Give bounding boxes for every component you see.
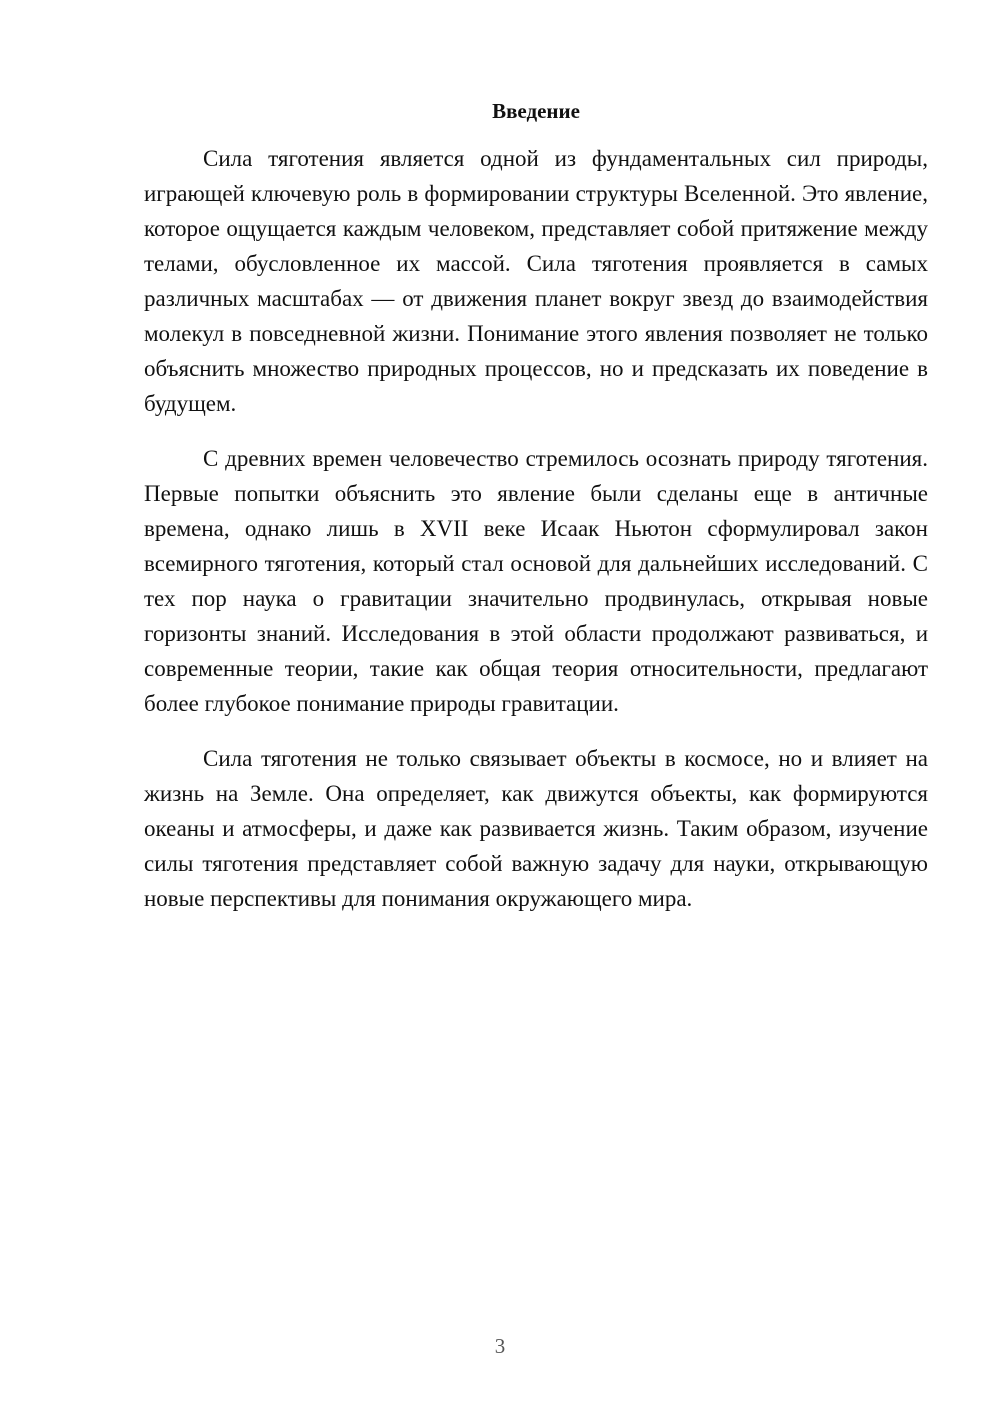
page-number: 3 [494, 1334, 506, 1358]
paragraph-1: Сила тяготения является одной из фундаментальных сил природы, играющей ключевую роль в формировании структуры Вселенной. Это явление, которое ощущается каждым человеком, представляет собой притяжение между телами, обусловленное их массой. Сила тяготения проявляется в самых различных масштабах — от движения планет вокруг звезд до взаимодействия молекул в повседневной жизни. Понимание этого явления позволяет не только объяснить множество природных процессов, но и предсказать их поведение в будущем. [144, 146, 928, 416]
page-content [144, 96, 928, 936]
paragraph-2: С древних времен человечество стремилось осознать природу тяготения. Первые попытки объяснить это явление были сделаны еще в античные времена, однако лишь в XVII веке Исаак Ньютон сформулировал закон всемирного тяготения, который стал основой для дальнейших исследований. С тех пор наука о гравитации значительно продвинулась, открывая новые горизонты знаний. Исследования в этой области продолжают развиваться, и современные теории, такие как общая теория относительности, предлагают более глубокое понимание природы гравитации. [144, 446, 928, 716]
paragraph-3: Сила тяготения не только связывает объекты в космосе, но и влияет на жизнь на Земле. Она определяет, как движутся объекты, как формируются океаны и атмосферы, и даже как развивается жизнь. Таким образом, изучение силы тяготения представляет собой важную задачу для науки, открывающую новые перспективы для понимания окружающего мира. [144, 746, 928, 911]
section-heading: Введение [492, 99, 580, 123]
